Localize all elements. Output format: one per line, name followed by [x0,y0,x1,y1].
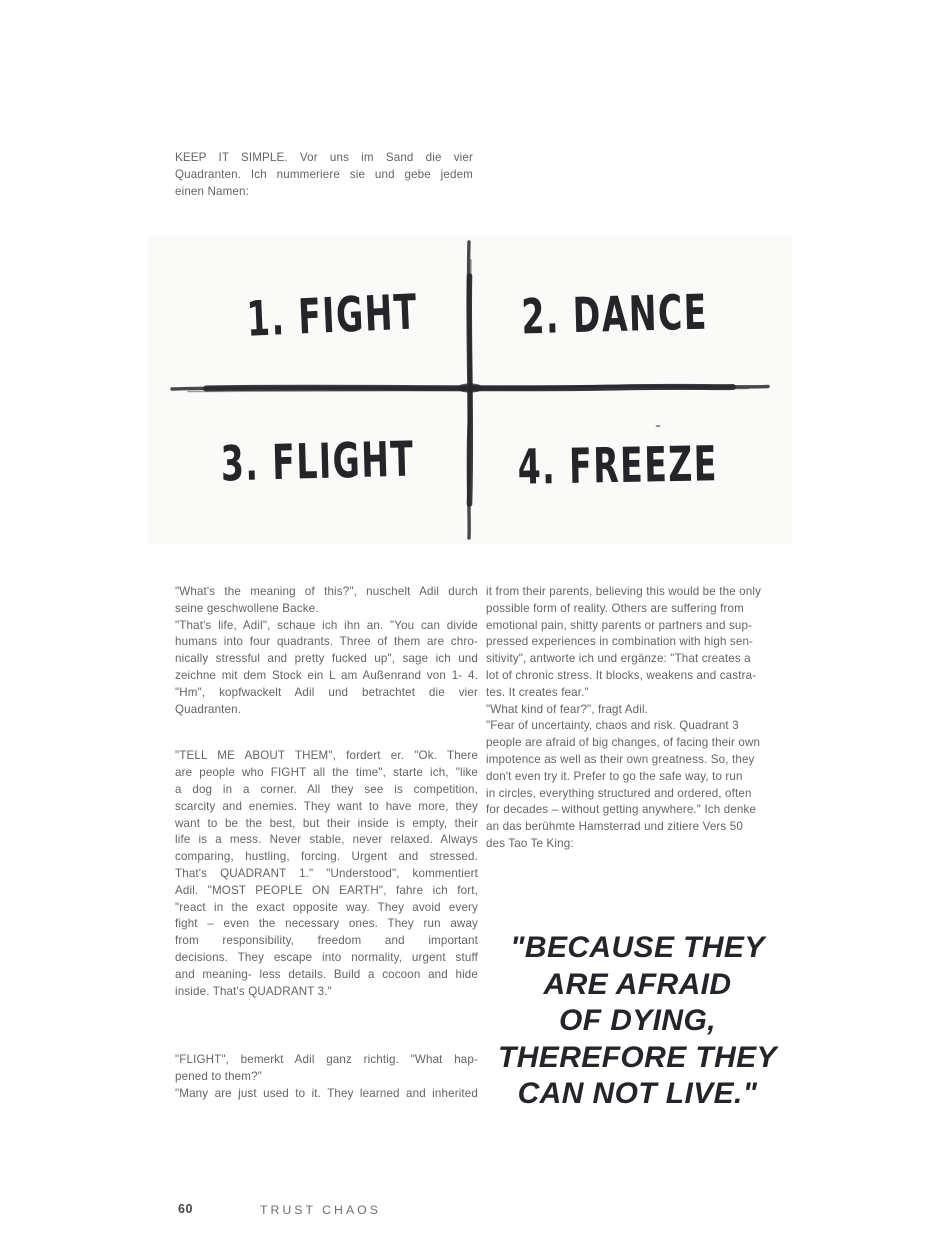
text-line: possible form of reality. Others are suffering from [486,601,744,615]
text-line: humans into four quadrants. Three of them are chro- [175,635,478,649]
pull-quote [465,930,810,1113]
paragraph [175,584,478,718]
text-line: OF DYING, [559,1004,716,1037]
axis-intersection-blob [457,383,483,392]
text-line: ARE AFRAID [543,967,732,1001]
quadrant-diagram [148,236,792,544]
text-line: impotence as well as their own greatness. So, they [486,752,755,766]
paragraph [175,1052,478,1102]
text-line: in circles, everything structured and ordered, often [486,786,752,800]
paragraph [486,584,788,853]
text-line: seine geschwollene Backe. [175,601,319,615]
quadrant-label-dance: 2. DANCE [520,284,709,346]
text-line: want to be the best, but their inside is empty, their [175,816,478,830]
page-number: 60 [178,1202,193,1216]
text-line: "Many are just used to it. They learned and inherited [175,1086,478,1100]
text-line: decisions. They escape into normality, urgent stuff [175,950,478,964]
text-line: KEEP IT SIMPLE. Vor uns im Sand die vier [175,151,473,164]
text-line: scarcity and enemies. They want to have more, they [175,799,478,813]
text-line: are people who FIGHT all the time", starte ich, "like [175,766,478,780]
text-line: people are afraid of big changes, of facing their own [486,736,761,750]
quadrant-label-fight: 1. FIGHT [245,283,419,348]
text-line: "FLIGHT", bemerkt Adil ganz richtig. "What hap- [175,1053,478,1067]
quadrant-label-flight: 3. FLIGHT [220,431,416,493]
text-line: comparing, hustling, forcing. Urgent and stressed. [175,850,478,864]
quadrant-label-freeze: 4. FREEZE [517,435,719,496]
text-line: an das berühmte Hamsterrad und zitiere Vers 50 [486,820,743,834]
text-line: don't even try it. Prefer to go the safe way, to run [486,769,743,783]
text-line: Quadranten. Ich nummeriere sie und gebe jedem [175,167,473,181]
text-line: a dog in a corner. All they see is competition, [175,782,478,796]
text-line: it from their parents, believing this would be the only [486,585,762,598]
text-line: life is a mess. Never stable, never relaxed. Always [175,833,478,847]
book-title: TRUST CHAOS [260,1202,381,1217]
text-line: "That's life, Adil", schaue ich ihn an. "You can divide [175,618,478,632]
left-column [175,584,478,1103]
text-line: from responsibility, freedom and important [175,934,478,948]
text-line: and meaning- less details. Build a cocoon and hide [175,967,478,981]
text-line: "What kind of fear?", fragt Adil. [486,702,649,716]
text-line: "TELL ME ABOUT THEM", fordert er. "Ok. There [175,749,478,763]
stray-mark [656,425,661,427]
text-line: pressed experiences in combination with high sen- [486,635,754,649]
text-line: emotional pain, shitty parents or partners and sup- [486,618,753,632]
text-line: tes. It creates fear." [486,685,589,699]
text-line: Adil. "MOST PEOPLE ON EARTH", fahre ich fort, [175,883,478,897]
paragraph [175,748,478,1000]
text-line: zeichne mit dem Stock ein L am Außenrand von 1- 4. [175,668,478,682]
text-line: "What's the meaning of this?", nuschelt Adil durch [175,585,478,598]
text-line: des Tao Te King: [486,836,574,850]
text-line: "Hm", kopfwackelt Adil und betrachtet die vier [175,685,478,699]
text-line: pened to them?" [175,1070,262,1084]
right-column [486,584,788,853]
text-line: "BECAUSE THEY [510,931,765,964]
text-line: THEREFORE THEY [498,1040,777,1074]
text-line: CAN NOT LIVE." [517,1077,758,1110]
text-line: einen Namen: [175,184,249,198]
text-line: sitivity", antworte ich und ergänze: "That creates a [486,652,751,666]
intro-paragraph [175,150,473,200]
text-line: Quadranten. [175,702,242,716]
footer [175,1202,475,1222]
text-line: inside. That's QUADRANT 3." [175,984,332,998]
text-line: fight – even the necessary ones. They run away [175,917,478,931]
text-line: "react in the exact opposite way. They avoid every [175,900,478,914]
text-line: nically stressful and pretty fucked up", sage ich und [175,652,478,666]
text-line: for decades – without getting anywhere." Ich denke [486,803,757,817]
text-line: "Fear of uncertainty, chaos and risk. Quadrant 3 [486,719,739,733]
text-line: lot of chronic stress. It blocks, weakens and castra- [486,668,757,682]
text-line: That's QUADRANT 1." "Understood", kommentiert [175,866,478,880]
